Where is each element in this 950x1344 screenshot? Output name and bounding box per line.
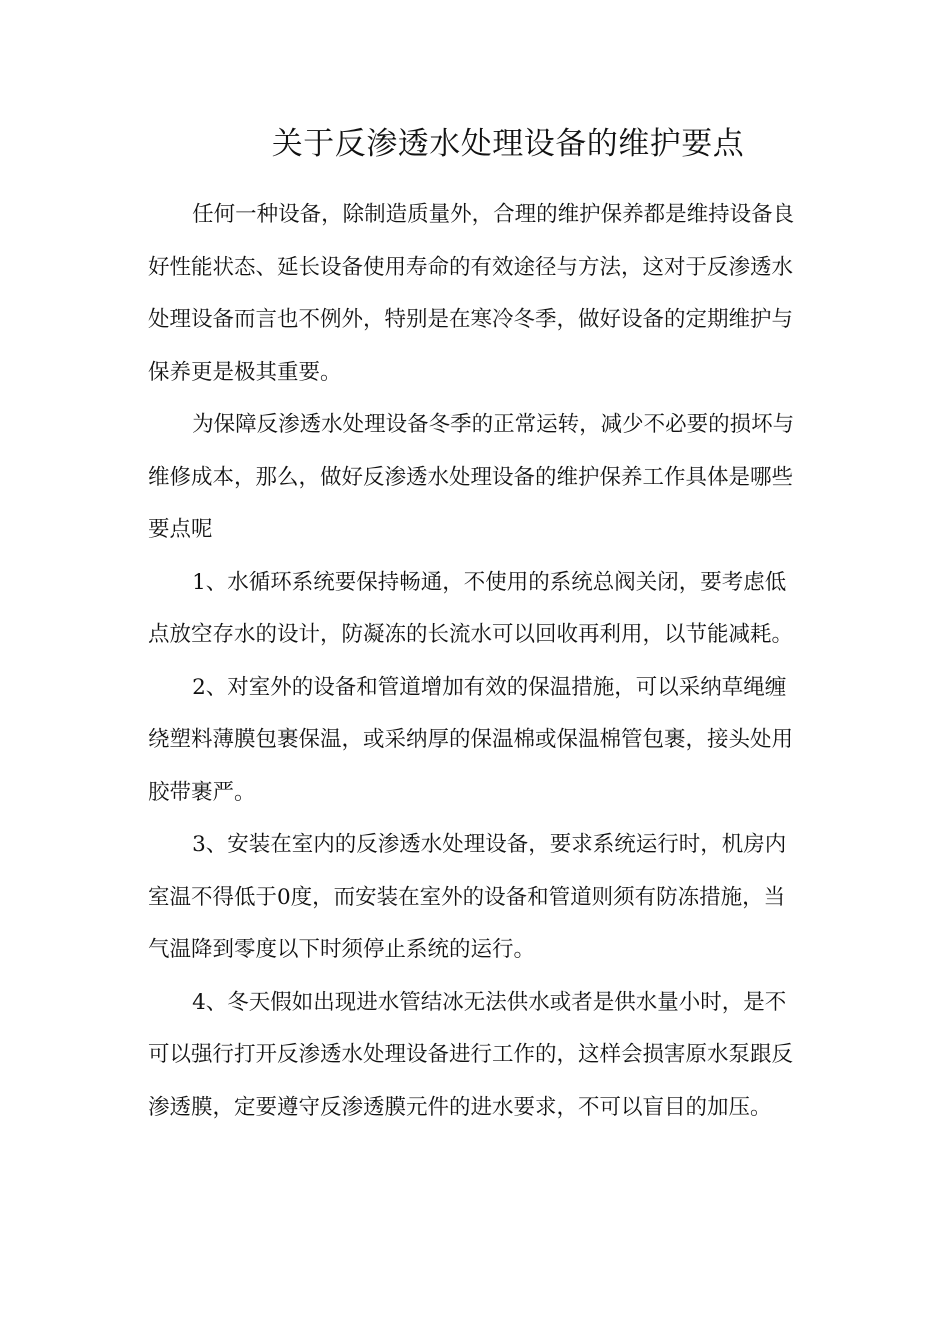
paragraph-point-4: 4、冬天假如出现进水管结冰无法供水或者是供水量小时，是不可以强行打开反渗透水处理设备进行工作的，这样会损害原水泵跟反渗透膜，定要遵守反渗透膜元件的进水要求，不可以盲目的加压。	[148, 989, 794, 1120]
paragraph-point-1: 1、水循环系统要保持畅通，不使用的系统总阀关闭，要考虑低点放空存水的设计，防凝冻的长流水可以回收再利用，以节能减耗。	[148, 569, 794, 647]
document-body	[148, 189, 800, 1134]
paragraph-point-2: 2、对室外的设备和管道增加有效的保温措施，可以采纳草绳缠绕塑料薄膜包裹保温，或采纳厚的保温棉或保温棉管包裹，接头处用胶带裹严。	[148, 674, 794, 805]
paragraph-intro: 任何一种设备，除制造质量外，合理的维护保养都是维持设备良好性能状态、延长设备使用寿命的有效途径与方法，这对于反渗透水处理设备而言也不例外，特别是在寒冷冬季，做好设备的定期维护与保养更是极其重要。	[148, 202, 795, 385]
document-title: 关于反渗透水处理设备的维护要点	[271, 126, 745, 162]
paragraph-point-3: 3、安装在室内的反渗透水处理设备，要求系统运行时，机房内室温不得低于0度，而安装在室外的设备和管道则须有防冻措施，当气温降到零度以下时须停止系统的运行。	[148, 832, 787, 962]
paragraph-question: 为保障反渗透水处理设备冬季的正常运转，减少不必要的损坏与维修成本，那么，做好反渗透水处理设备的维护保养工作具体是哪些要点呢	[148, 412, 795, 542]
